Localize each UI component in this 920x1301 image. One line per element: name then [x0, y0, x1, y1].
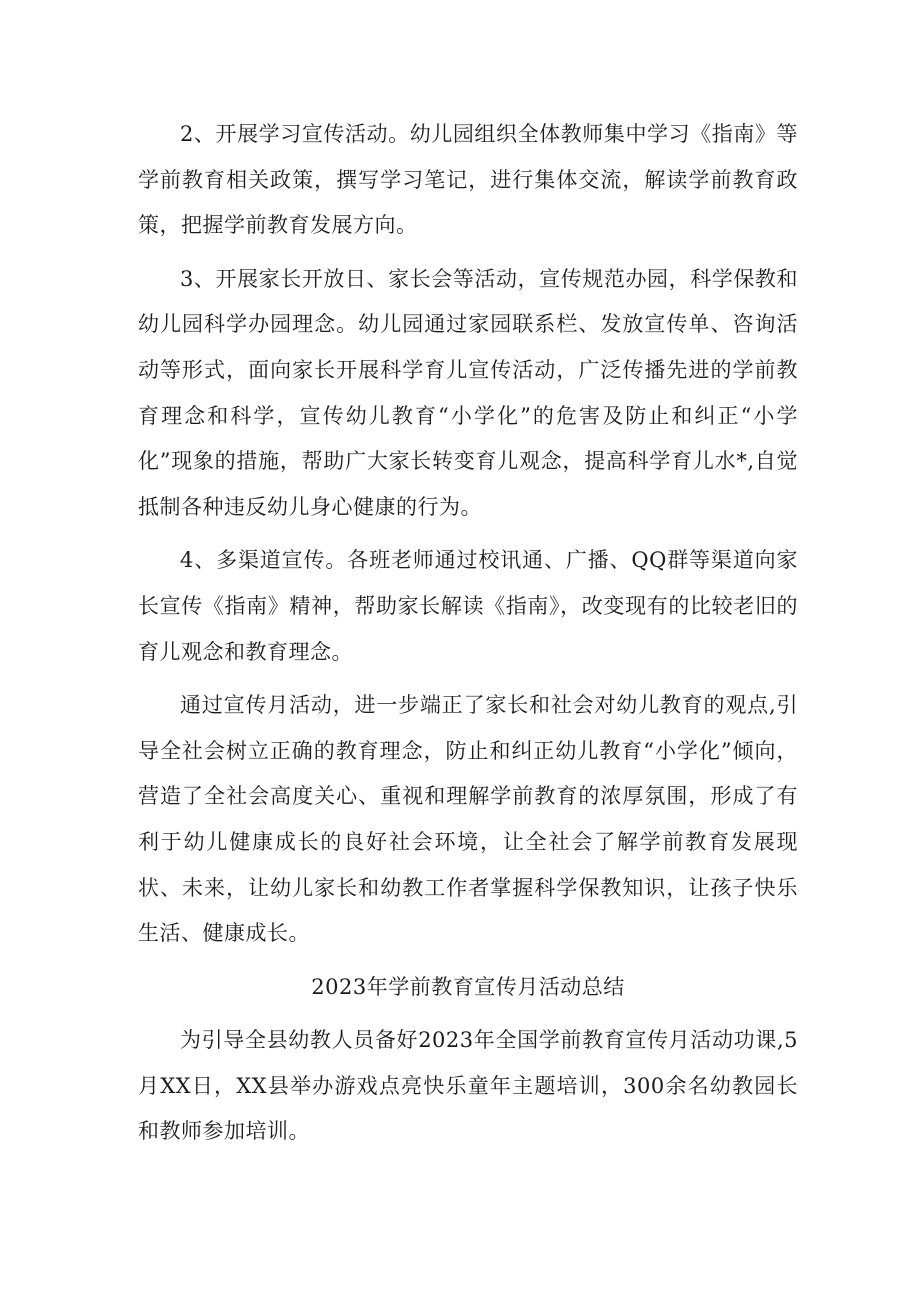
paragraph-item-4: 4、多渠道宣传。各班老师通过校讯通、广播、QQ群等渠道向家长宣传《指南》精神，帮助家长解读《指南》，改变现有的比较老旧的育儿观念和教育理念。 [138, 548, 798, 664]
paragraph-item-2: 2、开展学习宣传活动。幼儿园组织全体教师集中学习《指南》等学前教育相关政策，撰写学习笔记，进行集体交流，解读学前教育政策，把握学前教育发展方向。 [138, 122, 798, 238]
paragraph-item-3: 3、开展家长开放日、家长会等活动，宣传规范办园，科学保教和幼儿园科学办园理念。幼儿园通过家园联系栏、发放宣传单、咨询活动等形式，面向家长开展科学育儿宣传活动，广泛传播先进的学前教育理念和科学，宣传幼儿教育“小学化”的危害及防止和纠正“小学化”现象的措施，帮助广大家长转变育儿观念，提高科学育儿水*,自觉抵制各种违反幼儿身心健康的行为。 [138, 266, 798, 519]
paragraph-conclusion: 通过宣传月活动，进一步端正了家长和社会对幼儿教育的观点,引导全社会树立正确的教育理念，防止和纠正幼儿教育“小学化”倾向，营造了全社会高度关心、重视和理解学前教育的浓厚氛围，形成了有利于幼儿健康成长的良好社会环境，让全社会了解学前教育发展现状、未来，让幼儿家长和幼教工作者掌握科学保教知识，让孩子快乐生活、健康成长。 [138, 693, 798, 946]
paragraph-intro: 为引导全县幼教人员备好2023年全国学前教育宣传月活动功课,5月XX日，XX县举办游戏点亮快乐童年主题培训，300余名幼教园长和教师参加培训。 [138, 1028, 798, 1144]
section-heading: 2023年学前教育宣传月活动总结 [311, 974, 625, 999]
document-body [138, 112, 798, 1163]
